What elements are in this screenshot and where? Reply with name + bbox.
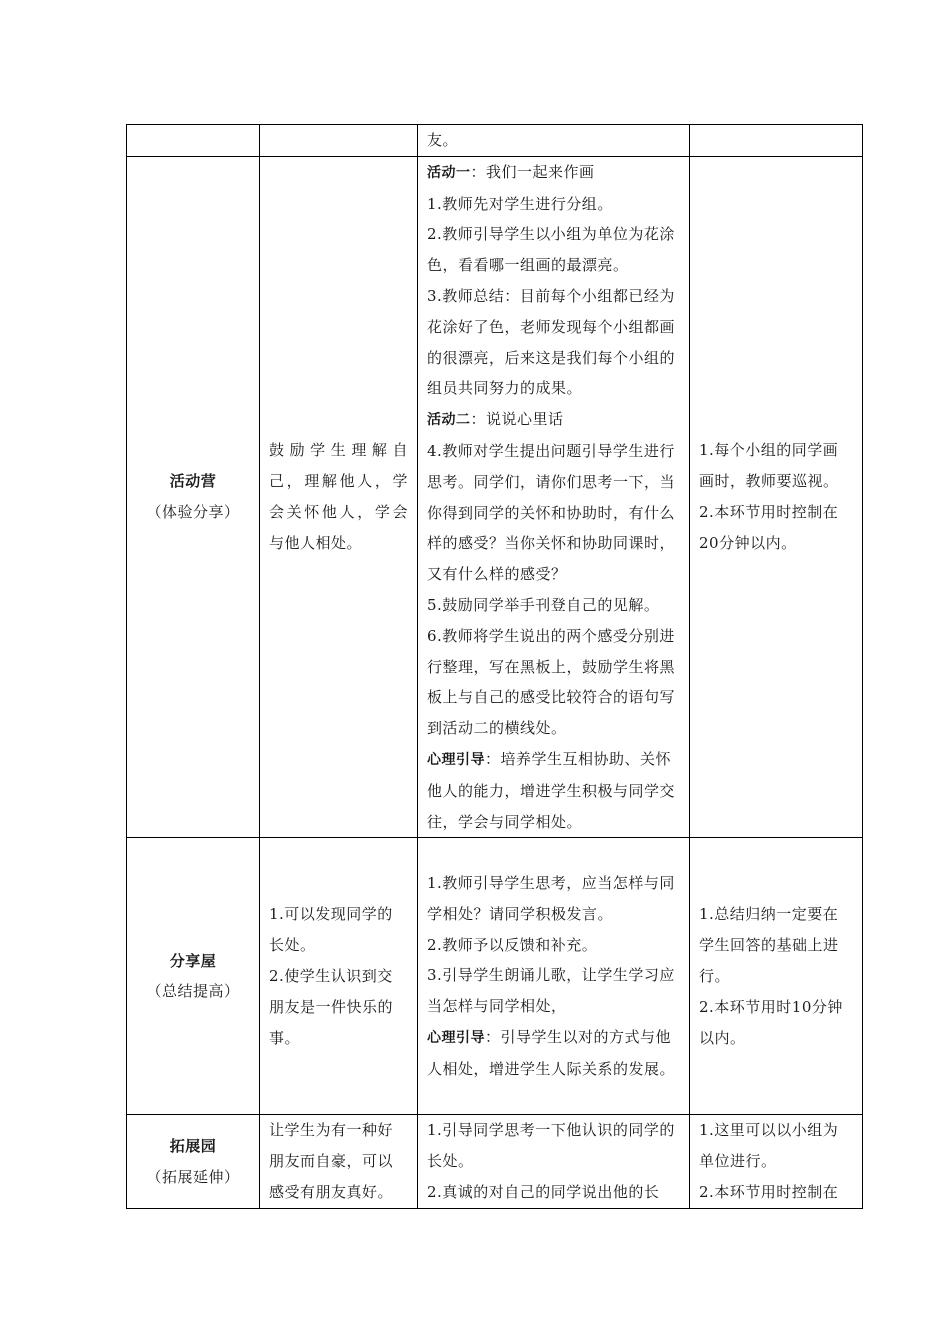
goal-cell (260, 1115, 418, 1208)
table-row-activity (127, 156, 863, 838)
stage-cell (127, 156, 260, 838)
process-step: 3.教师总结：目前每个小组都已经为花涂好了色，老师发现每个小组都画的很漂亮，后来这是我们每个小组的组员共同努力的成果。 (427, 286, 676, 398)
goal-cell (260, 125, 418, 157)
guidance (427, 744, 680, 837)
activity-title: ：我们一起来作画 (470, 162, 595, 181)
guidance-label: 心理引导 (427, 751, 485, 768)
process-cell (418, 125, 690, 157)
lesson-plan-table (126, 124, 863, 1209)
goal-item: 1.可以发现同学的长处。 (269, 905, 393, 955)
notes-cell (690, 125, 863, 157)
activity-heading (427, 157, 680, 189)
activity-label: 活动二 (427, 412, 471, 429)
guidance-label: 心理引导 (427, 1030, 485, 1047)
goal-text: 鼓励学生理解自己，理解他人，学会关怀他人，学会与他人相处。 (269, 441, 408, 552)
process-step: 2.教师引导学生以小组为单位为花涂色，看看哪一组画的最漂亮。 (427, 225, 675, 275)
process-step: 2.真诚的对自己的同学说出他的长 (427, 1182, 660, 1201)
note-item: 2.本环节用时控制在20分钟以内。 (699, 503, 839, 552)
goal-cell (260, 156, 418, 838)
goal-text: 让学生为有一种好朋友而自豪，可以感受有朋友真好。 (269, 1121, 394, 1201)
goal-cell (260, 838, 418, 1115)
stage-name: 活动营 (169, 472, 217, 491)
notes-cell (690, 156, 863, 838)
activity-label: 活动一 (427, 164, 471, 181)
goal-item: 2.使学生认识到交朋友是一件快乐的事。 (269, 966, 394, 1047)
activity-title: ：说说心里话 (470, 410, 564, 429)
process-step: 1.教师引导学生思考，应当怎样与同学相处？请同学积极发言。 (427, 874, 675, 923)
notes-cell (690, 1115, 863, 1208)
note-item: 1.总结归纳一定要在学生回答的基础上进行。 (699, 905, 839, 985)
stage-subtitle: （拓展延伸） (146, 1167, 240, 1186)
table-row-share (127, 838, 863, 1115)
process-step: 1.引导同学思考一下他认识的同学的长处。 (427, 1121, 675, 1171)
guidance-text: ：培养学生互相协助、关怀他人的能力，增进学生积极与同学交往，学会与同学相处。 (427, 749, 676, 831)
process-cell (418, 156, 690, 838)
process-cell (418, 838, 690, 1115)
activity-heading (427, 404, 680, 436)
stage-name: 分享屋 (169, 951, 217, 970)
stage-name: 拓展园 (169, 1136, 217, 1155)
process-text: 友。 (427, 131, 459, 149)
process-step: 3.引导学生朗诵儿歌，让学生学习应当怎样与同学相处， (427, 966, 675, 1016)
stage-cell (127, 838, 260, 1115)
stage-cell (127, 125, 260, 157)
process-step: 2.教师予以反馈和补充。 (427, 935, 598, 954)
note-item: 2.本环节用时10分钟以内。 (699, 997, 843, 1047)
process-step: 4.教师对学生提出问题引导学生进行思考。同学们，请你们思考一下，当你得到同学的关怀和协助时，有什么样的感受？当你关怀和协助同课时，又有什么样的感受？ (427, 441, 676, 584)
stage-cell (127, 1115, 260, 1208)
notes-cell (690, 838, 863, 1115)
note-item: 2.本环节用时控制在 (699, 1182, 839, 1201)
note-item: 1.这里可以以小组为单位进行。 (699, 1121, 839, 1171)
process-step: 5.鼓励同学举手刊登自己的见解。 (427, 595, 660, 614)
table-row-continuation (127, 125, 863, 157)
guidance-text: ：引导学生以对的方式与他人相处，增进学生人际关系的发展。 (427, 1028, 676, 1078)
process-cell (418, 1115, 690, 1208)
stage-subtitle: （总结提高） (146, 982, 240, 1001)
guidance (427, 1022, 680, 1085)
table-row-extension (127, 1115, 863, 1208)
note-item: 1.每个小组的同学画画时，教师要巡视。 (699, 441, 839, 491)
process-step: 1.教师先对学生进行分组。 (427, 194, 613, 213)
stage-subtitle: （体验分享） (146, 503, 240, 522)
process-step: 6.教师将学生说出的两个感受分别进行整理，写在黑板上，鼓励学生将黑板上与自己的感受比较符合的语句写到活动二的横线处。 (427, 626, 676, 738)
